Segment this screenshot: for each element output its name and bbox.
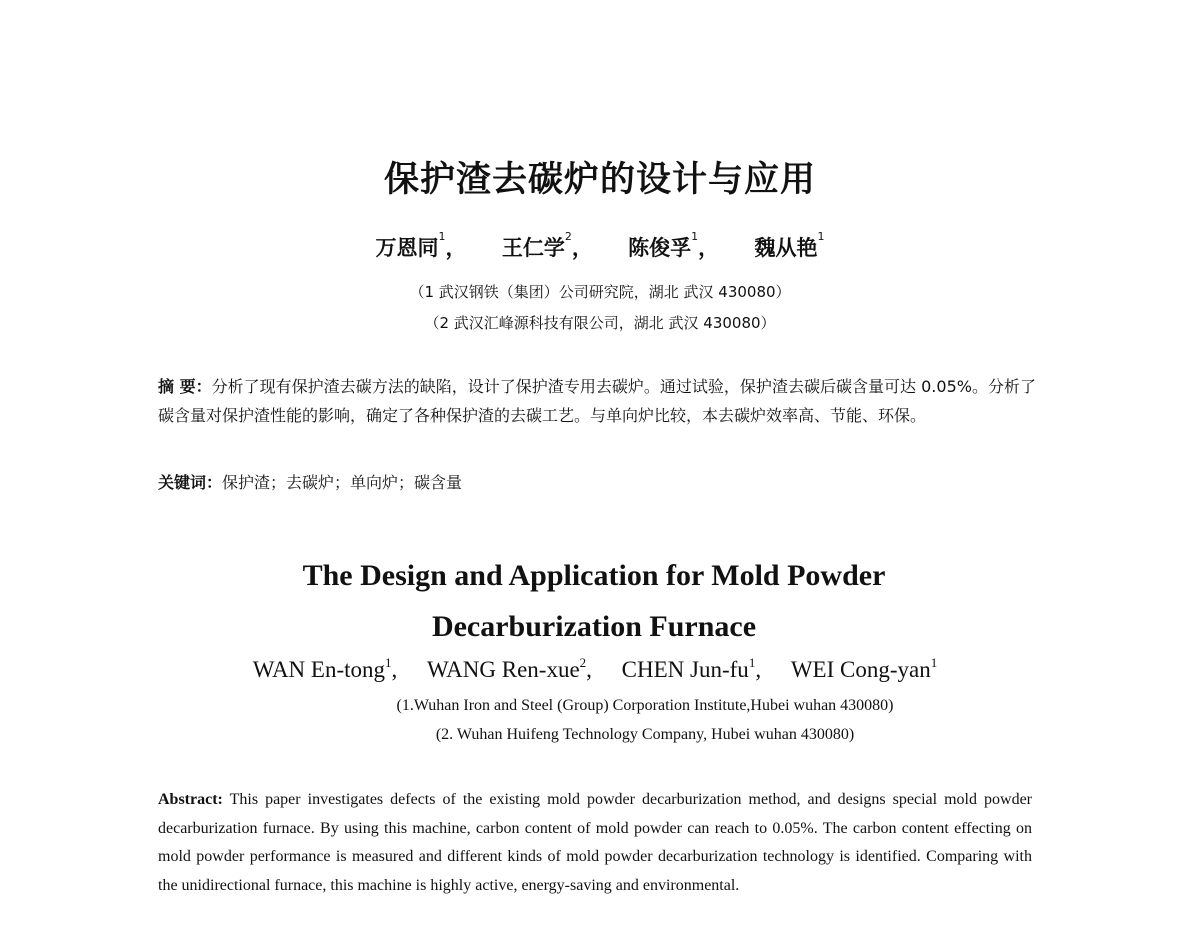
cn-abstract-label: 摘 要： xyxy=(158,377,212,396)
cn-abstract-text: 分析了现有保护渣去碳方法的缺陷，设计了保护渣专用去碳炉。通过试验，保护渣去碳后碳含量可达 0.05%。分析了碳含量对保护渣性能的影响，确定了各种保护渣的去碳工艺。与单向炉比较，本去碳炉效率高、节能、环保。 xyxy=(158,377,1036,425)
cn-keywords-text: 保护渣；去碳炉；单向炉；碳含量 xyxy=(222,473,463,492)
en-author: CHEN Jun-$fu^1$, xyxy=(621,655,762,682)
cn-author: 魏从艳$^1$ xyxy=(754,230,825,260)
cn-author: 万恩同$^1$， xyxy=(375,230,467,260)
cn-author: 王仁学$^2$， xyxy=(501,230,593,260)
en-abstract-text: This paper investigates defects of the existing mold powder decarburization method, and designs special mold powder decarburization furnace. By using this machine, carbon content of mold powder can reach to 0.05%. The carbon content effecting on mold powder performance is measured and different kinds of mold powder decarburization technology is identified. Comparing with the unidirectional furnace, this machine is highly active, energy-saving and environmental. xyxy=(158,791,1032,894)
cn-paper-title: 保护渣去碳炉的设计与应用 xyxy=(383,160,816,200)
en-abstract-label: Abstract: xyxy=(158,791,223,808)
cn-author: 陈俊孚$^1$， xyxy=(628,230,720,260)
cn-author-list xyxy=(0,232,1200,262)
cn-affiliation-1: （1 武汉钢铁（集团）公司研究院，湖北 武汉 430080） xyxy=(409,283,791,301)
en-author: WAN En-tong$^1$, xyxy=(252,655,398,682)
en-paper-title-line-1: The Design and Application for Mold Powder xyxy=(302,559,886,592)
cn-keywords-label: 关键词： xyxy=(158,473,223,492)
cn-abstract xyxy=(158,372,1036,430)
en-affiliation-1: (1.Wuhan Iron and Steel (Group) Corporation Institute,Hubei wuhan 430080) xyxy=(396,697,894,714)
cn-affiliation-2: （2 武汉汇峰源科技有限公司，湖北 武汉 430080） xyxy=(424,314,776,332)
cn-keywords xyxy=(158,470,462,493)
en-author: WANG Ren-xue$^2$, xyxy=(427,655,592,682)
en-author: WEI Cong-yan$^1$ xyxy=(790,655,938,682)
en-author-list xyxy=(0,657,1190,683)
en-paper-title-line-2: Decarburization Furnace xyxy=(431,610,757,643)
en-abstract xyxy=(158,786,1032,900)
en-affiliation-2: (2. Wuhan Huifeng Technology Company, Hubei wuhan 430080) xyxy=(435,726,855,743)
